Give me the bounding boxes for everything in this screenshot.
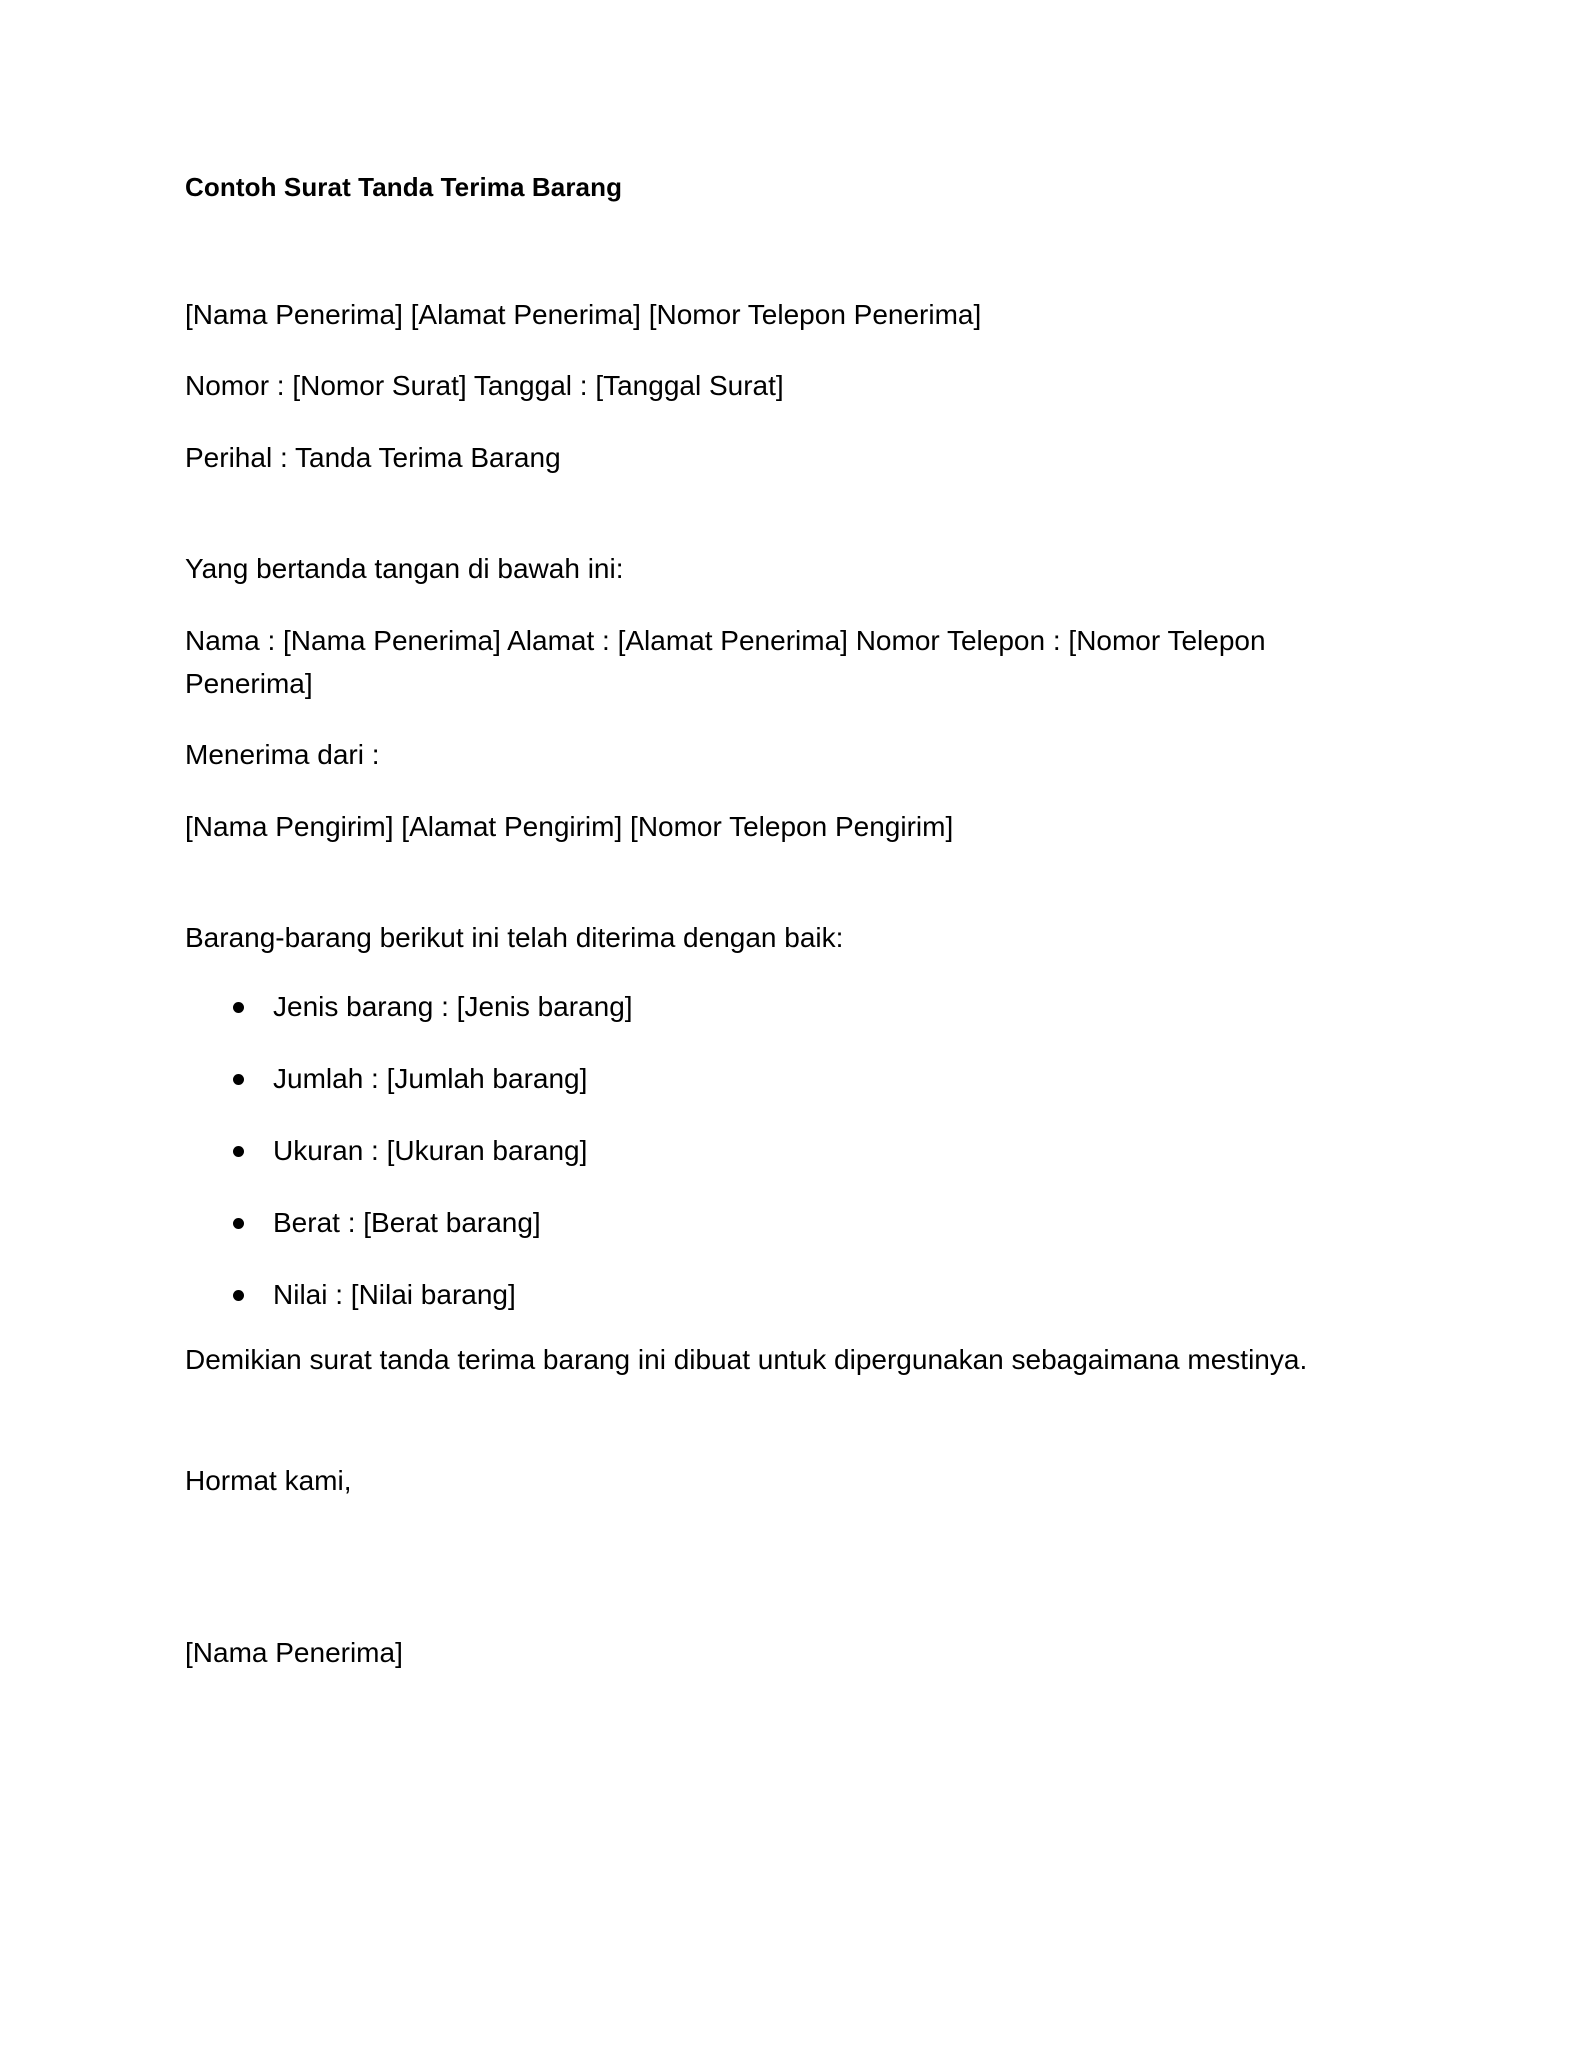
list-item-label: Ukuran : [Ukuran barang] <box>273 1134 588 1166</box>
undersigned-intro-text: Yang bertanda tangan di bawah ini: <box>185 553 624 585</box>
sender-address-line: [Nama Pengirim] [Alamat Pengirim] [Nomor Telepon Pengirim] <box>185 810 954 842</box>
list-item-label: Jumlah : [Jumlah barang] <box>273 1062 588 1094</box>
bullet-icon <box>233 1290 244 1301</box>
list-item <box>185 986 1380 1028</box>
signature-salutation: Hormat kami, <box>185 1465 352 1496</box>
letter-number-date-line: Nomor : [Nomor Surat] Tanggal : [Tanggal Surat] <box>185 370 784 402</box>
list-item <box>185 1202 1380 1244</box>
list-item <box>185 1274 1380 1316</box>
title-spacer <box>185 205 1380 293</box>
sender-items-spacer <box>185 848 1380 916</box>
header-body-spacer <box>185 479 1380 547</box>
closing-signature-spacer <box>185 1381 1380 1459</box>
received-items-list <box>185 986 1380 1316</box>
received-from-label: Menerima dari : <box>185 739 380 771</box>
page-title: Contoh Surat Tanda Terima Barang <box>185 172 623 202</box>
bullet-icon <box>233 1218 244 1229</box>
bullet-icon <box>233 1074 244 1085</box>
bullet-icon <box>233 1146 244 1157</box>
document-content <box>185 170 1380 1674</box>
recipient-address-line: [Nama Penerima] [Alamat Penerima] [Nomor Telepon Penerima] <box>185 299 982 331</box>
signature-blank-space <box>185 1502 1380 1632</box>
closing-statement-text: Demikian surat tanda terima barang ini dibuat untuk dipergunakan sebagaimana mestinya. <box>185 1343 1308 1375</box>
letter-subject-line: Perihal : Tanda Terima Barang <box>185 441 561 473</box>
list-item <box>185 1130 1380 1172</box>
list-item-label: Berat : [Berat barang] <box>273 1206 541 1238</box>
signature-name: [Nama Penerima] <box>185 1637 403 1669</box>
bullet-icon <box>233 1002 244 1013</box>
items-intro-text: Barang-barang berikut ini telah diterima dengan baik: <box>185 922 844 954</box>
list-item <box>185 1058 1380 1100</box>
signer-details-text: Nama : [Nama Penerima] Alamat : [Alamat Penerima] Nomor Telepon : [Nomor Telepon Penerima] <box>185 624 1266 700</box>
list-item-label: Jenis barang : [Jenis barang] <box>273 990 633 1022</box>
list-item-label: Nilai : [Nilai barang] <box>273 1278 516 1310</box>
